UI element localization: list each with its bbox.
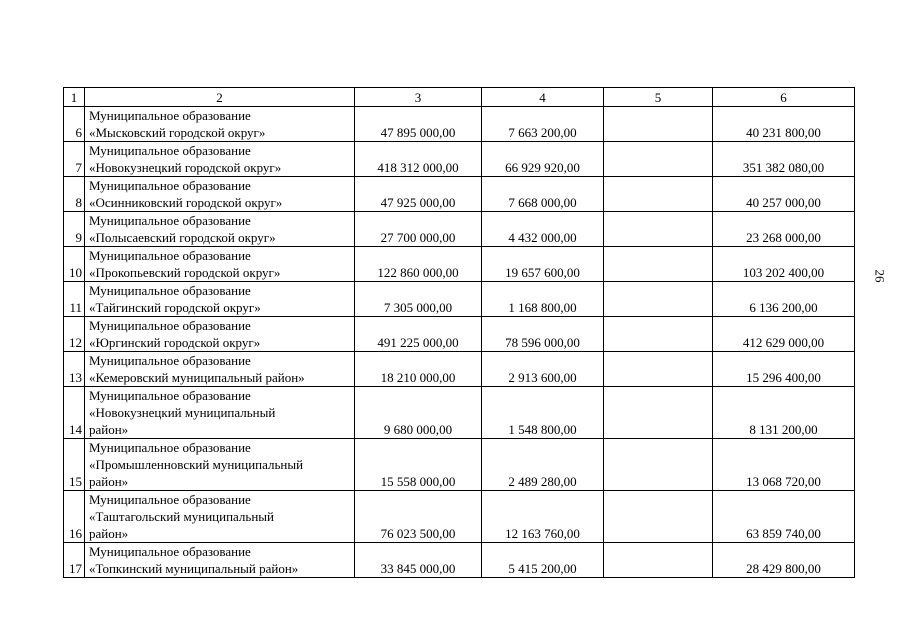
table-row (64, 282, 855, 317)
row-name-line: Муниципальное образование (89, 143, 251, 158)
table-row (64, 439, 855, 491)
row-name-cell (85, 317, 355, 352)
row-amount-col4: 1 168 800,00 (482, 282, 604, 317)
row-amount-col3: 27 700 000,00 (355, 212, 482, 247)
row-amount-col6: 8 131 200,00 (713, 387, 855, 439)
row-number: 8 (64, 177, 85, 212)
table-row (64, 142, 855, 177)
row-amount-col6: 351 382 080,00 (713, 142, 855, 177)
row-amount-col6: 28 429 800,00 (713, 543, 855, 578)
row-number: 10 (64, 247, 85, 282)
header-cell-4: 4 (482, 88, 604, 107)
row-amount-col5 (604, 491, 713, 543)
row-number: 6 (64, 107, 85, 142)
row-name-cell (85, 247, 355, 282)
row-amount-col6: 6 136 200,00 (713, 282, 855, 317)
row-amount-col3: 18 210 000,00 (355, 352, 482, 387)
row-amount-col5 (604, 352, 713, 387)
row-amount-col4: 78 596 000,00 (482, 317, 604, 352)
row-amount-col6: 15 296 400,00 (713, 352, 855, 387)
row-amount-col6: 13 068 720,00 (713, 439, 855, 491)
row-name-cell (85, 543, 355, 578)
row-name-line: район» (89, 422, 129, 437)
row-name-line: «Тайгинский городской округ» (89, 300, 261, 315)
row-amount-col5 (604, 387, 713, 439)
table-row (64, 317, 855, 352)
row-name-line: «Мысковский городской округ» (89, 125, 266, 140)
row-amount-col4: 19 657 600,00 (482, 247, 604, 282)
row-name-line: Муниципальное образование (89, 353, 251, 368)
row-amount-col5 (604, 177, 713, 212)
header-cell-1: 1 (64, 88, 85, 107)
row-number: 16 (64, 491, 85, 543)
row-name-line: Муниципальное образование (89, 388, 251, 403)
row-number: 11 (64, 282, 85, 317)
row-amount-col6: 40 231 800,00 (713, 107, 855, 142)
row-name-cell (85, 107, 355, 142)
row-amount-col4: 12 163 760,00 (482, 491, 604, 543)
row-amount-col5 (604, 282, 713, 317)
row-amount-col4: 7 663 200,00 (482, 107, 604, 142)
row-name-line: район» (89, 474, 129, 489)
row-name-cell (85, 212, 355, 247)
row-number: 14 (64, 387, 85, 439)
row-amount-col6: 23 268 000,00 (713, 212, 855, 247)
header-row (64, 88, 855, 107)
row-amount-col5 (604, 107, 713, 142)
header-cell-2: 2 (85, 88, 355, 107)
row-amount-col4: 2 489 280,00 (482, 439, 604, 491)
row-amount-col4: 4 432 000,00 (482, 212, 604, 247)
row-amount-col3: 76 023 500,00 (355, 491, 482, 543)
row-name-line: «Топкинский муниципальный район» (89, 561, 299, 576)
row-number: 9 (64, 212, 85, 247)
row-number: 7 (64, 142, 85, 177)
row-number: 15 (64, 439, 85, 491)
row-name-line: Муниципальное образование (89, 108, 251, 123)
table-row (64, 387, 855, 439)
row-name-line: «Новокузнецкий городской округ» (89, 160, 282, 175)
row-name-line: район» (89, 526, 129, 541)
row-name-cell (85, 491, 355, 543)
row-name-line: «Прокопьевский городской округ» (89, 265, 281, 280)
row-amount-col4: 66 929 920,00 (482, 142, 604, 177)
row-name-cell (85, 142, 355, 177)
row-name-cell (85, 387, 355, 439)
row-number: 13 (64, 352, 85, 387)
row-amount-col4: 5 415 200,00 (482, 543, 604, 578)
row-amount-col6: 103 202 400,00 (713, 247, 855, 282)
row-name-line: Муниципальное образование (89, 440, 251, 455)
row-name-line: «Осинниковский городской округ» (89, 195, 283, 210)
row-amount-col5 (604, 247, 713, 282)
row-amount-col5 (604, 212, 713, 247)
header-cell-6: 6 (713, 88, 855, 107)
row-amount-col3: 7 305 000,00 (355, 282, 482, 317)
row-number: 12 (64, 317, 85, 352)
row-amount-col3: 47 925 000,00 (355, 177, 482, 212)
row-name-cell (85, 282, 355, 317)
row-name-cell (85, 177, 355, 212)
row-amount-col3: 33 845 000,00 (355, 543, 482, 578)
row-name-cell (85, 439, 355, 491)
row-number: 17 (64, 543, 85, 578)
table-row (64, 247, 855, 282)
table-body (64, 88, 855, 578)
row-name-line: Муниципальное образование (89, 178, 251, 193)
table-row (64, 212, 855, 247)
row-amount-col6: 412 629 000,00 (713, 317, 855, 352)
row-name-line: Муниципальное образование (89, 248, 251, 263)
row-name-line: Муниципальное образование (89, 213, 251, 228)
row-amount-col6: 40 257 000,00 (713, 177, 855, 212)
row-name-line: Муниципальное образование (89, 283, 251, 298)
row-name-line: «Кемеровский муниципальный район» (89, 370, 305, 385)
table-row (64, 107, 855, 142)
header-cell-3: 3 (355, 88, 482, 107)
row-name-cell (85, 352, 355, 387)
row-name-line: «Новокузнецкий муниципальный (89, 405, 276, 420)
row-amount-col4: 1 548 800,00 (482, 387, 604, 439)
allocation-table (63, 87, 855, 578)
row-name-line: Муниципальное образование (89, 492, 251, 507)
row-amount-col3: 47 895 000,00 (355, 107, 482, 142)
page-number: 26 (872, 269, 888, 283)
row-name-line: Муниципальное образование (89, 544, 251, 559)
row-amount-col3: 491 225 000,00 (355, 317, 482, 352)
row-amount-col3: 418 312 000,00 (355, 142, 482, 177)
row-name-line: Муниципальное образование (89, 318, 251, 333)
header-cell-5: 5 (604, 88, 713, 107)
table-row (64, 177, 855, 212)
row-amount-col5 (604, 543, 713, 578)
row-name-line: «Промышленновский муниципальный (89, 457, 304, 472)
row-amount-col6: 63 859 740,00 (713, 491, 855, 543)
table-row (64, 491, 855, 543)
row-name-line: «Юргинский городской округ» (89, 335, 261, 350)
row-amount-col5 (604, 142, 713, 177)
row-amount-col3: 15 558 000,00 (355, 439, 482, 491)
row-amount-col4: 2 913 600,00 (482, 352, 604, 387)
row-amount-col3: 122 860 000,00 (355, 247, 482, 282)
table-row (64, 543, 855, 578)
row-name-line: «Полысаевский городской округ» (89, 230, 276, 245)
row-amount-col4: 7 668 000,00 (482, 177, 604, 212)
row-amount-col3: 9 680 000,00 (355, 387, 482, 439)
table-row (64, 352, 855, 387)
row-amount-col5 (604, 439, 713, 491)
row-name-line: «Таштагольский муниципальный (89, 509, 274, 524)
row-amount-col5 (604, 317, 713, 352)
